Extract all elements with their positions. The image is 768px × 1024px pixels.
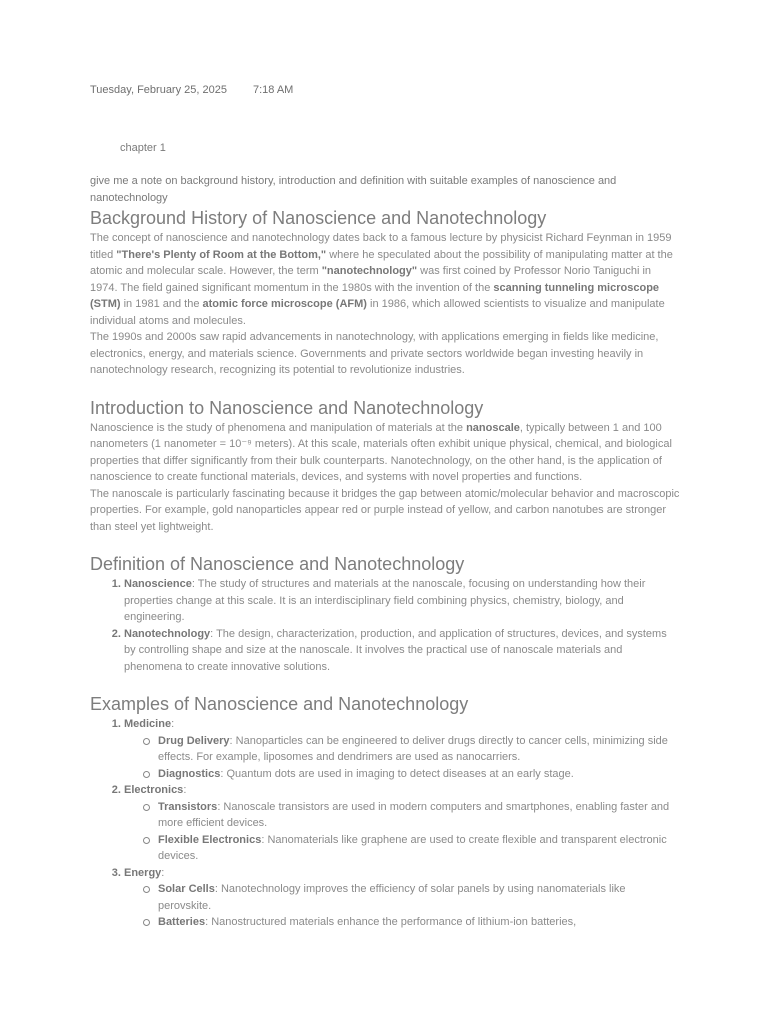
introduction-paragraph-1: Nanoscience is the study of phenomena and manipulation of materials at the nanoscale, typically between 1 and 100 nanometers (1 nanometer = 10⁻⁹ meters). At this scale, materials often exhibit unique physical, chemical, and biological properties that differ significantly from their bulk counterparts. Nanotechnology, on the other hand, is the application of nanoscience to create functional materials, devices, and systems with novel properties and functions. xyxy=(90,421,672,483)
list-item: 2. Nanotechnology: The design, characterization, production, and application of structures, devices, and systems by controlling shape and size at the nanoscale. It involves the practical use of nanoscale materials and phenomena to create innovative solutions. xyxy=(124,626,680,676)
introduction-paragraph-2: The nanoscale is particularly fascinating because it bridges the gap between atomic/molecular behavior and macroscopic properties. For example, gold nanoparticles appear red or purple instead of yellow, and carbon nanotubes are stronger than steel yet lightweight. xyxy=(90,487,680,533)
note-time: 7:18 AM xyxy=(252,84,294,96)
heading-examples: Examples of Nanoscience and Nanotechnology xyxy=(90,694,469,714)
list-item: 2. Electronics: Transistors: Nanoscale transistors are used in modern computers and smartphones, enabling faster and more efficient devices. Flexible Electronics: Nanomaterials like graphene are used to create flexible and transparent electronic devices. xyxy=(124,782,680,865)
list-item: 1. Medicine: Drug Delivery: Nanoparticles can be engineered to deliver drugs directly to cancer cells, minimizing side effects. For example, liposomes and dendrimers are used as nanocarriers. Diagnostics: Quantum dots are used in imaging to detect diseases at an early stage. xyxy=(124,716,680,782)
definition-list xyxy=(90,576,680,675)
background-paragraph-2: The 1990s and 2000s saw rapid advancements in nanotechnology, with applications emerging in fields like medicine, electronics, energy, and materials science. Governments and private sectors worldwide began investing heavily in nanotechnology research, recognizing its potential to revolutionize industries. xyxy=(90,331,659,376)
list-item: Solar Cells: Nanotechnology improves the efficiency of solar panels by using nanomaterials like perovskite. xyxy=(158,881,680,914)
heading-introduction: Introduction to Nanoscience and Nanotechnology xyxy=(90,397,484,418)
chapter-label: chapter 1 xyxy=(120,142,166,154)
list-item: Diagnostics: Quantum dots are used in imaging to detect diseases at an early stage. xyxy=(158,766,680,783)
examples-list xyxy=(90,716,680,931)
sub-list xyxy=(124,799,680,865)
sub-list xyxy=(124,733,680,783)
list-item: 1. Nanoscience: The study of structures and materials at the nanoscale, focusing on understanding how their properties change at this scale. It is an interdisciplinary field combining physics, chemistry, biology, and engineering. xyxy=(124,576,680,626)
list-item: Transistors: Nanoscale transistors are used in modern computers and smartphones, enabling faster and more efficient devices. xyxy=(158,799,680,832)
background-paragraph-1: The concept of nanoscience and nanotechnology dates back to a famous lecture by physicist Richard Feynman in 1959 titled "There's Plenty of Room at the Bottom," where he speculated about the possibility of manipulating matter at the atomic and molecular scale. However, the term "nanotechnology" was first coined by Professor Norio Taniguchi in 1974. The field gained significant momentum in the 1980s with the invention of the scanning tunneling microscope (STM) in 1981 and the atomic force microscope (AFM) in 1986, which allowed scientists to visualize and manipulate individual atoms and molecules. xyxy=(90,232,673,327)
sub-list xyxy=(124,881,680,931)
heading-background: Background History of Nanoscience and Nanotechnology xyxy=(90,208,547,228)
list-item: 3. Energy: Solar Cells: Nanotechnology improves the efficiency of solar panels by using nanomaterials like perovskite. Batteries: Nanostructured materials enhance the performance of lithium-ion batteries, xyxy=(124,865,680,931)
note-date: Tuesday, February 25, 2025 xyxy=(90,84,227,96)
prompt-text: give me a note on background history, introduction and definition with suitable examples of nanoscience and nanotechnology xyxy=(90,175,617,204)
heading-definition: Definition of Nanoscience and Nanotechnology xyxy=(90,554,465,574)
list-item: Batteries: Nanostructured materials enhance the performance of lithium-ion batteries, xyxy=(158,914,680,931)
list-item: Flexible Electronics: Nanomaterials like graphene are used to create flexible and transparent electronic devices. xyxy=(158,832,680,865)
note-timestamp xyxy=(90,82,293,99)
note-content xyxy=(90,173,680,931)
list-item: Drug Delivery: Nanoparticles can be engineered to deliver drugs directly to cancer cells, minimizing side effects. For example, liposomes and dendrimers are used as nanocarriers. xyxy=(158,733,680,766)
